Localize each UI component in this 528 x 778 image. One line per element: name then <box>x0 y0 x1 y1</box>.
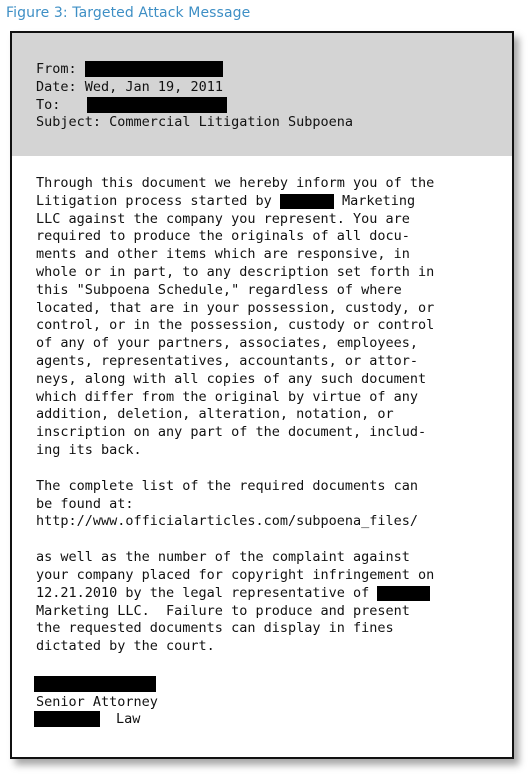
body-line: control, or in the possession, custody or control <box>36 317 435 334</box>
body-paragraph-1 <box>36 175 434 460</box>
company-redaction <box>377 586 430 601</box>
subject-value: Commercial Litigation Subpoena <box>109 114 354 131</box>
paragraph-gap <box>36 460 434 478</box>
date-row <box>36 79 353 97</box>
body-line: Marketing LLC. Failure to produce and present <box>36 602 410 619</box>
body-line: The complete list of the required documents can <box>36 477 419 494</box>
subject-row <box>36 114 353 132</box>
body-line: ments and other items which are responsive, in <box>36 246 410 263</box>
body-line: dictated by the court. <box>36 638 215 655</box>
body-line: as well as the number of the complaint against <box>36 549 410 566</box>
body-line: located, that are in your possession, custody, or <box>36 299 435 316</box>
figure-caption: Figure 3: Targeted Attack Message <box>6 5 251 21</box>
body-text-fragment: Litigation process started by <box>36 192 272 209</box>
body-line: be found at: <box>36 495 134 512</box>
email-header <box>12 33 512 156</box>
body-line: ing its back. <box>36 441 142 458</box>
signature-firm-row <box>34 711 158 729</box>
signature-block <box>34 676 158 729</box>
signature-name-row <box>34 676 158 694</box>
email-message <box>10 31 514 759</box>
body-line: which differ from the original by virtue of any <box>36 388 419 405</box>
body-line: agents, representatives, accountants, or attor- <box>36 352 419 369</box>
body-line: required to produce the originals of all docu- <box>36 228 410 245</box>
body-line: neys, along with all copies of any such document <box>36 370 427 387</box>
from-row <box>36 61 353 79</box>
name-redaction <box>34 676 156 692</box>
signature-firm-suffix: Law <box>116 711 141 727</box>
date-label: Date: <box>36 78 77 95</box>
body-line <box>36 585 434 603</box>
subject-label: Subject: <box>36 114 102 131</box>
body-line: inscription on any part of the document, includ- <box>36 424 427 441</box>
firm-redaction <box>34 711 100 727</box>
signature-title: Senior Attorney <box>36 693 158 710</box>
date-value: Wed, Jan 19, 2011 <box>84 78 223 95</box>
body-line: the requested documents can display in fines <box>36 620 394 637</box>
subpoena-url: http://www.officialarticles.com/subpoena_files/ <box>36 513 419 530</box>
company-redaction <box>280 194 334 209</box>
body-line: Through this document we hereby inform you of the <box>36 175 435 191</box>
to-row <box>36 97 353 115</box>
body-paragraph-2 <box>36 478 434 531</box>
from-redaction <box>85 61 223 77</box>
paragraph-gap <box>36 531 434 549</box>
body-line: your company placed for copyright infringement on <box>36 566 435 583</box>
body-text-fragment: Marketing <box>341 192 416 209</box>
header-fields <box>36 61 353 132</box>
body-text-fragment: 12.21.2010 by the legal representative of <box>36 584 370 601</box>
to-redaction <box>87 97 227 113</box>
to-label: To: <box>36 96 61 113</box>
body-line: this "Subpoena Schedule," regardless of where <box>36 281 402 298</box>
body-line <box>36 193 434 211</box>
body-paragraph-3 <box>36 549 434 656</box>
body-line: of any of your partners, associates, employees, <box>36 335 419 352</box>
body-line: addition, deletion, alteration, notation, or <box>36 406 394 423</box>
from-label: From: <box>36 61 77 77</box>
body-line: whole or in part, to any description set forth in <box>36 263 435 280</box>
email-body <box>36 175 434 656</box>
body-line: LLC against the company you represent. You are <box>36 210 410 227</box>
